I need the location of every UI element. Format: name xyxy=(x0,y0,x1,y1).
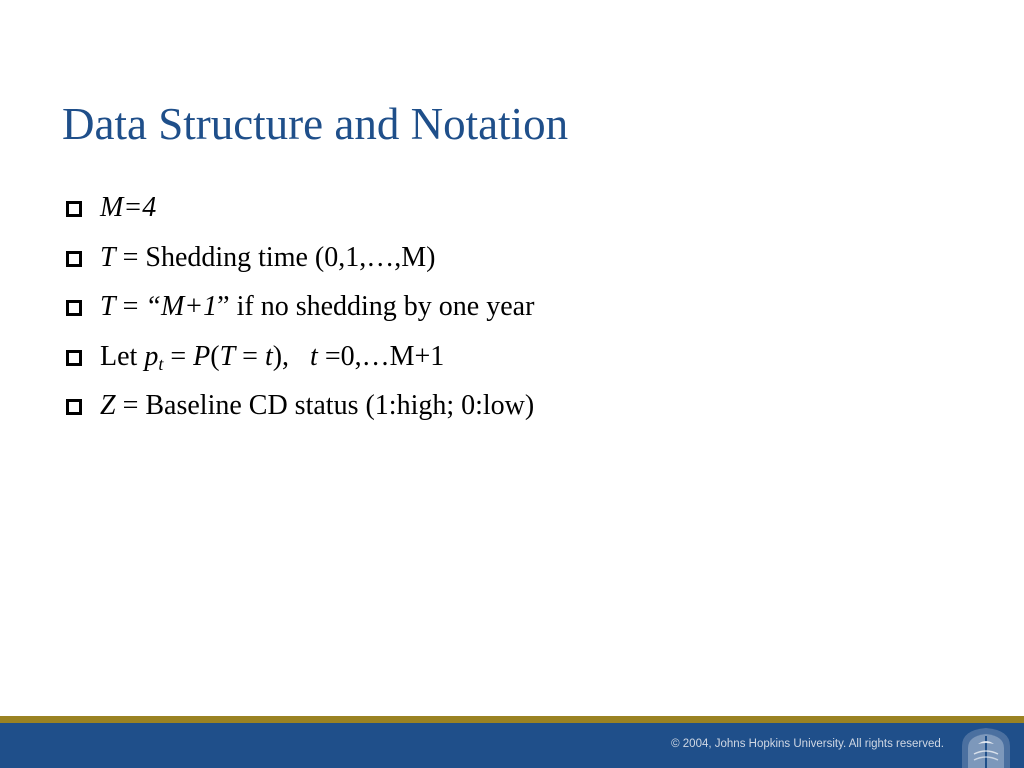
hollow-square-bullet-icon xyxy=(66,350,82,366)
johns-hopkins-logo-icon xyxy=(956,722,1016,768)
bullet-text: Let $p_t = P(T = t)$, t =0,…M+1 xyxy=(100,340,445,374)
hollow-square-bullet-icon xyxy=(66,201,82,217)
bullet-text: T = Shedding time (0,1,…,M) xyxy=(100,241,436,273)
bullet-text: M=4 xyxy=(100,192,157,223)
bullet-text: T = “M+1” if no shedding by one year xyxy=(100,291,535,322)
hollow-square-bullet-icon xyxy=(66,300,82,316)
bullet-text: Z = Baseline CD status (1:high; 0:low) xyxy=(100,390,535,421)
footer-copyright: © 2004, Johns Hopkins University. All rights reserved. xyxy=(671,738,944,750)
slide-title: Data Structure and Notation xyxy=(62,99,569,149)
hollow-square-bullet-icon xyxy=(66,399,82,415)
footer-accent-bar xyxy=(0,716,1024,723)
hollow-square-bullet-icon xyxy=(66,251,82,267)
